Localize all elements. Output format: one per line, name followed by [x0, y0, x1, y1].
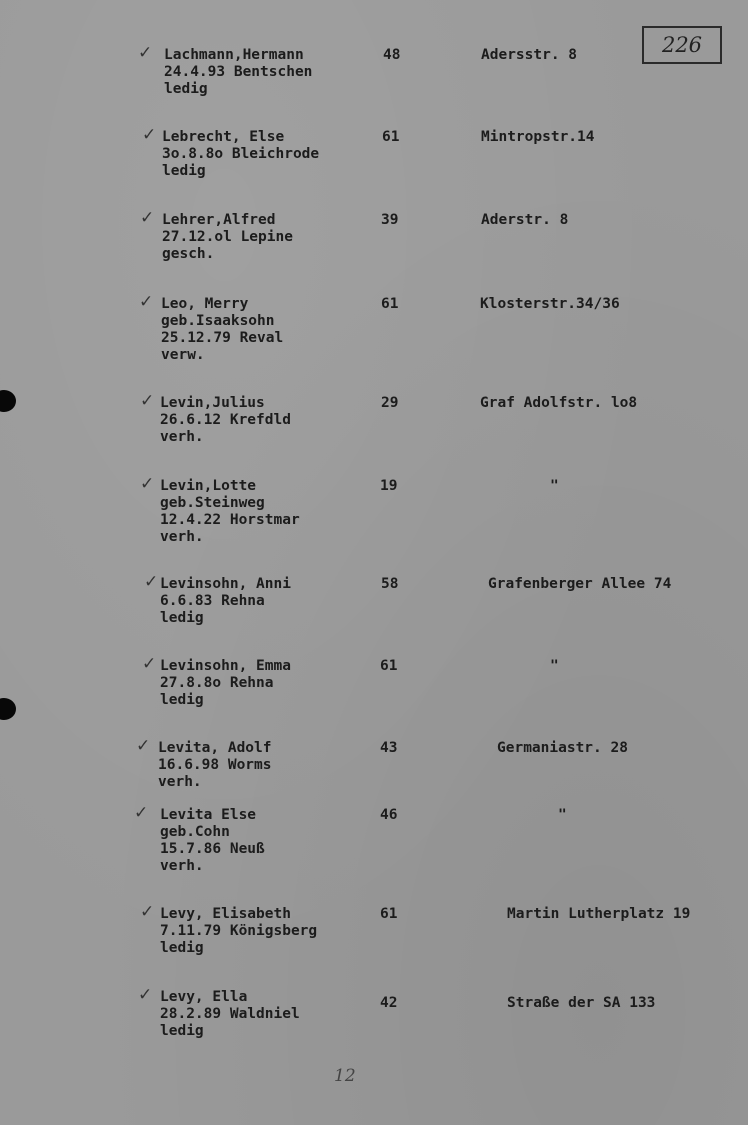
check-mark-icon: ✓ [139, 292, 154, 312]
address: Mintropstr.14 [481, 129, 595, 145]
age: 29 [381, 395, 399, 411]
entry-leo [0, 292, 748, 376]
birth-info: 16.6.98 Worms [158, 757, 272, 773]
birth-info: 6.6.83 Rehna [160, 593, 265, 609]
person-details [160, 658, 291, 709]
person-details [160, 576, 291, 627]
birth-info: 27.12.ol Lepine [162, 229, 293, 245]
age: 19 [380, 478, 398, 494]
person-name: Levin,Julius [160, 395, 265, 411]
person-details [160, 395, 291, 446]
person-name: Lebrecht, Else [162, 129, 285, 145]
birth-info: 12.4.22 Horstmar [160, 512, 300, 528]
marital-status: ledig [160, 610, 204, 626]
check-mark-icon: ✓ [136, 736, 151, 756]
entry-levy-elisabeth [0, 902, 748, 986]
person-details [158, 740, 272, 791]
birth-name: geb.Cohn [160, 824, 230, 840]
person-name: Levy, Elisabeth [160, 906, 291, 922]
age: 61 [380, 906, 398, 922]
birth-info: 15.7.86 Neuß [160, 841, 265, 857]
marital-status: gesch. [162, 246, 215, 262]
entry-lebrecht [0, 125, 748, 209]
marital-status: verh. [160, 858, 204, 874]
check-mark-icon: ✓ [140, 391, 155, 411]
birth-info: 25.12.79 Reval [161, 330, 284, 346]
check-mark-icon: ✓ [142, 125, 157, 145]
person-details [160, 807, 265, 875]
address: Aderstr. 8 [481, 212, 569, 228]
person-details [160, 906, 317, 957]
age: 46 [380, 807, 398, 823]
entry-lehrer [0, 208, 748, 292]
entry-levinsohn-anni [0, 572, 748, 656]
age: 61 [380, 658, 398, 674]
person-name: Levinsohn, Anni [160, 576, 291, 592]
address: Martin Lutherplatz 19 [507, 906, 691, 922]
address: Grafenberger Allee 74 [488, 576, 672, 592]
person-name: Levin,Lotte [160, 478, 257, 494]
person-name: Lehrer,Alfred [162, 212, 276, 228]
check-mark-icon: ✓ [138, 985, 153, 1005]
check-mark-icon: ✓ [138, 43, 153, 63]
birth-info: 7.11.79 Königsberg [160, 923, 318, 939]
marital-status: ledig [162, 163, 206, 179]
person-name: Levy, Ella [160, 989, 248, 1005]
birth-info: 26.6.12 Krefdld [160, 412, 291, 428]
person-name: Leo, Merry [161, 296, 249, 312]
age: 58 [381, 576, 399, 592]
person-name: Levita Else [160, 807, 257, 823]
address-ditto: " [550, 658, 559, 674]
address-ditto: " [550, 478, 559, 494]
marital-status: verh. [160, 529, 204, 545]
address: Klosterstr.34/36 [480, 296, 620, 312]
person-details [161, 296, 283, 364]
marital-status: verh. [160, 429, 204, 445]
birth-info: 28.2.89 Waldniel [160, 1006, 300, 1022]
address: Straße der SA 133 [507, 995, 656, 1011]
check-mark-icon: ✓ [140, 474, 155, 494]
age: 61 [382, 129, 400, 145]
check-mark-icon: ✓ [144, 572, 159, 592]
entry-levin-julius [0, 391, 748, 475]
age: 42 [380, 995, 398, 1011]
birth-info: 27.8.8o Rehna [160, 675, 274, 691]
marital-status: ledig [160, 1023, 204, 1039]
address: Graf Adolfstr. lo8 [480, 395, 638, 411]
person-details [162, 212, 293, 263]
entry-levy-ella [0, 985, 748, 1069]
person-details [160, 478, 300, 546]
check-mark-icon: ✓ [142, 654, 157, 674]
age: 61 [381, 296, 399, 312]
address: Adersstr. 8 [481, 47, 578, 63]
age: 43 [380, 740, 398, 756]
person-details [160, 989, 300, 1040]
address: Germaniastr. 28 [497, 740, 628, 756]
handwritten-page-note: 12 [334, 1066, 356, 1086]
marital-status: ledig [160, 940, 204, 956]
entry-levita-else [0, 803, 748, 887]
person-details [164, 47, 312, 98]
address-ditto: " [558, 807, 567, 823]
birth-info: 24.4.93 Bentschen [164, 64, 313, 80]
age: 48 [383, 47, 401, 63]
marital-status: ledig [160, 692, 204, 708]
person-details [162, 129, 319, 180]
entry-levinsohn-emma [0, 654, 748, 738]
person-name: Levita, Adolf [158, 740, 272, 756]
marital-status: verw. [161, 347, 205, 363]
birth-name: geb.Isaaksohn [161, 313, 275, 329]
birth-name: geb.Steinweg [160, 495, 265, 511]
birth-info: 3o.8.8o Bleichrode [162, 146, 320, 162]
person-name: Levinsohn, Emma [160, 658, 291, 674]
check-mark-icon: ✓ [140, 208, 155, 228]
age: 39 [381, 212, 399, 228]
person-name: Lachmann,Hermann [164, 47, 304, 63]
marital-status: ledig [164, 81, 208, 97]
marital-status: verh. [158, 774, 202, 790]
check-mark-icon: ✓ [134, 803, 149, 823]
page-number-stamp: 226 [642, 26, 722, 64]
entry-levin-lotte [0, 474, 748, 558]
check-mark-icon: ✓ [140, 902, 155, 922]
